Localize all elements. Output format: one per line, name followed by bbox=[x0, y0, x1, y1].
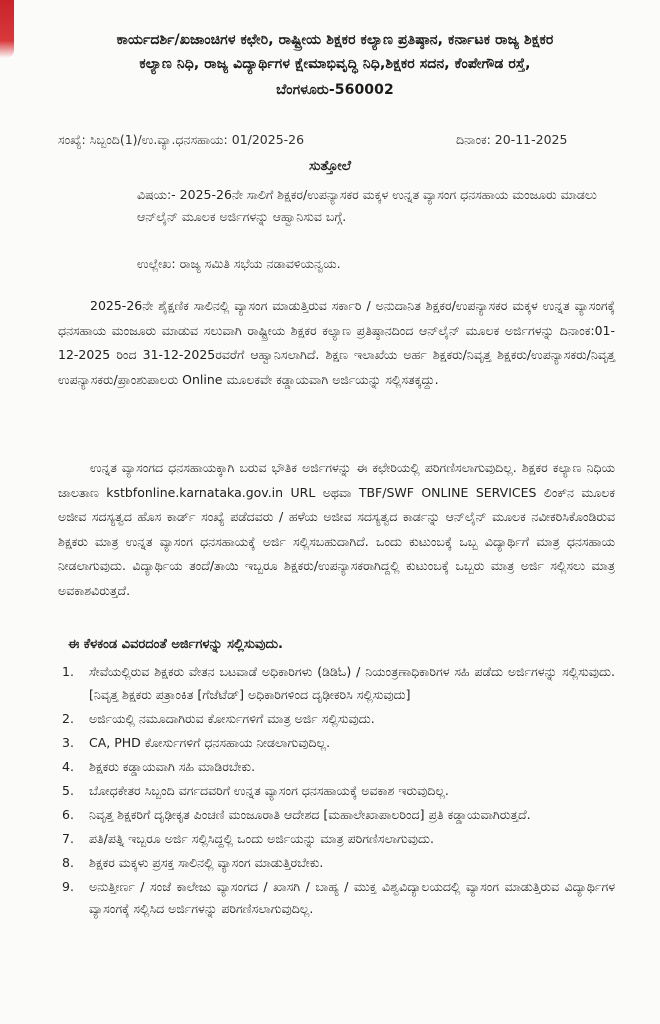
list-item bbox=[60, 756, 615, 779]
office-header-line-2: ಕಲ್ಯಾಣ ನಿಧಿ, ರಾಜ್ಯ ವಿದ್ಯಾರ್ಥಿಗಳ ಕ್ಷೇಮಾಭಿವೃದ್ಧಿ ನಿಧಿ,ಶಿಕ್ಷಕರ ಸದನ, ಕೆಂಪೇಗೌಡ ರಸ್ತೆ, bbox=[139, 56, 531, 72]
instructions-list bbox=[60, 661, 615, 922]
list-item bbox=[60, 828, 615, 851]
instructions-heading: ಈ ಕೆಳಕಂಡ ವಿವರದಂತೆ ಅರ್ಜಿಗಳನ್ನು ಸಲ್ಲಿಸುವುದು. bbox=[68, 637, 283, 652]
list-item bbox=[60, 852, 615, 875]
paragraph-eligibility: ಉನ್ನತ ವ್ಯಾಸಂಗದ ಧನಸಹಾಯಕ್ಕಾಗಿ ಬರುವ ಭೌತಿಕ ಅರ್ಜಿಗಳನ್ನು ಈ ಕಛೇರಿಯಲ್ಲಿ ಪರಿಗಣಿಸಲಾಗುವುದಿಲ್ಲ. ಶಿಕ್ಷಕರ ಕಲ್ಯಾಣ ನಿಧಿಯ ಜಾಲತಾಣ kstbfonline.karnataka.gov.in URL ಅಥವಾ TBF/SWF ONLINE SERVICES ಲಿಂಕ್‌ನ ಮೂಲಕ ಅಜೀವ ಸದಸ್ಯತ್ವದ ಹೊಸ ಕಾರ್ಡ್ ಸಂಖ್ಯೆ ಪಡೆದವರು / ಹಳೆಯ ಅಜೀವ ಸದಸ್ಯತ್ವದ ಕಾರ್ಡನ್ನು ಆನ್‌ಲೈನ್ ಮೂಲಕ ನವೀಕರಿಸಿಕೊಂಡಿರುವ ಶಿಕ್ಷಕರು ಮಾತ್ರ ಉನ್ನತ ವ್ಯಾಸಂಗ ಧನಸಹಾಯಕ್ಕೆ ಅರ್ಜಿ ಸಲ್ಲಿಸಬಹುದಾಗಿದೆ. ಒಂದು ಕುಟುಂಬಕ್ಕೆ ಒಬ್ಬ ವಿದ್ಯಾರ್ಥಿಗೆ ಮಾತ್ರ ಧನಸಹಾಯ ನೀಡಲಾಗುವುದು. ವಿದ್ಯಾರ್ಥಿಯ ತಂದೆ/ತಾಯಿ ಇಬ್ಬರೂ ಶಿಕ್ಷಕರು/ಉಪನ್ಯಾಸಕರಾಗಿದ್ದಲ್ಲಿ ಕುಟುಂಬಕ್ಕೆ ಒಬ್ಬರು ಮಾತ್ರ ಅರ್ಜಿ ಸಲ್ಲಿಸಲು ಮಾತ್ರ ಅವಕಾಶವಿರುತ್ತದೆ. bbox=[58, 460, 615, 598]
circular-title: ಸುತ್ತೋಲೆ bbox=[308, 158, 352, 174]
subject-label: ವಿಷಯ:- bbox=[137, 187, 176, 202]
list-item-number: 1. bbox=[62, 664, 74, 679]
list-item-text: ನಿವೃತ್ತ ಶಿಕ್ಷಕರಿಗೆ ದೃಢೀಕೃತ ಪಿಂಚಣಿ ಮಂಜೂರಾತಿ ಆದೇಶದ [ಮಹಾಲೇಖಾಪಾಲರಿಂದ] ಪ್ರತಿ ಕಡ್ಡಾಯವಾಗಿರುತ್ತದೆ. bbox=[89, 806, 531, 822]
list-item bbox=[60, 661, 615, 706]
paragraph-announcement: 2025-26ನೇ ಶೈಕ್ಷಣಿಕ ಸಾಲಿನಲ್ಲಿ ವ್ಯಾಸಂಗ ಮಾಡುತ್ತಿರುವ ಸರ್ಕಾರಿ / ಅನುದಾನಿತ ಶಿಕ್ಷಕರ/ಉಪನ್ಯಾಸಕರ ಮಕ್ಕಳ ಉನ್ನತ ವ್ಯಾಸಂಗಕ್ಕೆ ಧನಸಹಾಯ ಮಂಜೂರು ಮಾಡುವ ಸಲುವಾಗಿ ರಾಷ್ಟ್ರೀಯ ಶಿಕ್ಷಕರ ಕಲ್ಯಾಣ ಪ್ರತಿಷ್ಠಾನದಿಂದ ಆನ್‌ಲೈನ್ ಮೂಲಕ ಅರ್ಜಿಗಳನ್ನು ದಿನಾಂಕ:01-12-2025 ರಿಂದ 31-12-2025ರವರೆಗೆ ಆಹ್ವಾನಿಸಲಾಗಿದೆ. ಶಿಕ್ಷಣ ಇಲಾಖೆಯ ಅರ್ಹ ಶಿಕ್ಷಕರು/ನಿವೃತ್ತ ಶಿಕ್ಷಕರು/ಉಪನ್ಯಾಸಕರು/ನಿವೃತ್ತ ಉಪನ್ಯಾಸಕರು/ಪ್ರಾಂಶುಪಾಲರು Online ಮೂಲಕವೇ ಕಡ್ಡಾಯವಾಗಿ ಅರ್ಜಿಯನ್ನು ಸಲ್ಲಿಸತಕ್ಕದ್ದು. bbox=[58, 298, 615, 387]
office-header-line-1: ಕಾರ್ಯದರ್ಶಿ/ಖಜಾಂಚಿಗಳ ಕಛೇರಿ, ರಾಷ್ಟ್ರೀಯ ಶಿಕ್ಷಕರ ಕಲ್ಯಾಣ ಪ್ರತಿಷ್ಠಾನ, ಕರ್ನಾಟಕ ರಾಜ್ಯ ಶಿಕ್ಷಕರ bbox=[116, 32, 554, 48]
list-item-number: 7. bbox=[62, 830, 74, 846]
list-item bbox=[60, 876, 615, 921]
list-item-text: CA, PHD ಕೋರ್ಸುಗಳಿಗೆ ಧನಸಹಾಯ ನೀಡಲಾಗುವುದಿಲ್ಲ. bbox=[89, 734, 331, 750]
list-item-number: 4. bbox=[62, 758, 74, 774]
subject-block bbox=[137, 184, 607, 228]
subject-text: 2025-26ನೇ ಸಾಲಿಗೆ ಶಿಕ್ಷಕರ/ಉಪನ್ಯಾಸಕರ ಮಕ್ಕಳ ಉನ್ನತ ವ್ಯಾಸಂಗ ಧನಸಹಾಯ ಮಂಜೂರು ಮಾಡಲು ಆನ್‌ಲೈನ್ ಮೂಲಕ ಅರ್ಜಿಗಳನ್ನು ಆಹ್ವಾನಿಸುವ ಬಗ್ಗೆ. bbox=[137, 187, 597, 224]
list-item-text: ಶಿಕ್ಷಕರ ಮಕ್ಕಳು ಪ್ರಸಕ್ತ ಸಾಲಿನಲ್ಲಿ ವ್ಯಾಸಂಗ ಮಾಡುತ್ತಿರಬೇಕು. bbox=[89, 854, 324, 870]
page-edge-mark bbox=[0, 0, 14, 58]
list-item bbox=[60, 804, 615, 827]
list-item bbox=[60, 708, 615, 731]
list-item-text: ಪತಿ/ಪತ್ನಿ ಇಬ್ಬರೂ ಅರ್ಜಿ ಸಲ್ಲಿಸಿದ್ದಲ್ಲಿ ಒಂದು ಅರ್ಜಿಯನ್ನು ಮಾತ್ರ ಪರಿಗಣಿಸಲಾಗುವುದು. bbox=[89, 830, 434, 846]
reference-line bbox=[137, 256, 607, 272]
reference-line-text: ರಾಜ್ಯ ಸಮಿತಿ ಸಭೆಯ ನಡಾವಳಿಯನ್ವಯ. bbox=[179, 256, 341, 271]
list-item bbox=[60, 780, 615, 803]
list-item-text: ಬೋಧಕೇತರ ಸಿಬ್ಬಂದಿ ವರ್ಗದವರಿಗೆ ಉನ್ನತ ವ್ಯಾಸಂಗ ಧನಸಹಾಯಕ್ಕೆ ಅವಕಾಶ ಇರುವುದಿಲ್ಲ. bbox=[89, 782, 449, 798]
reference-number: ಸಂಖ್ಯೆ: ಸಿಬ್ಬಂದಿ(1)/ಉ.ವ್ಯಾ.ಧನಸಹಾಯ: 01/2025-26 bbox=[58, 132, 305, 147]
list-item-text: ಅರ್ಜಿಯಲ್ಲಿ ನಮೂದಾಗಿರುವ ಕೋರ್ಸುಗಳಿಗೆ ಮಾತ್ರ ಅರ್ಜಿ ಸಲ್ಲಿಸುವುದು. bbox=[89, 710, 375, 726]
list-item-number: 9. bbox=[62, 878, 74, 894]
list-item-number: 6. bbox=[62, 806, 74, 822]
reference-line-label: ಉಲ್ಲೇಖ: bbox=[137, 256, 176, 271]
list-item-number: 5. bbox=[62, 782, 74, 798]
list-item-text: ಶಿಕ್ಷಕರು ಕಡ್ಡಾಯವಾಗಿ ಸಹಿ ಮಾಡಿರಬೇಕು. bbox=[89, 758, 256, 774]
list-item bbox=[60, 732, 615, 755]
circular-date: ದಿನಾಂಕ: 20-11-2025 bbox=[456, 132, 568, 147]
list-item-number: 3. bbox=[62, 734, 74, 750]
office-header-address: ಬೆಂಗಳೂರು-560002 bbox=[276, 82, 394, 98]
list-item-text: ಅನುತ್ತೀರ್ಣ / ಸಂಜೆ ಕಾಲೇಜು ವ್ಯಾಸಂಗದ / ಖಾಸಗಿ / ಬಾಹ್ಯ / ಮುಕ್ತ ವಿಶ್ವವಿದ್ಯಾಲಯದಲ್ಲಿ ವ್ಯಾಸಂಗ ಮಾಡುತ್ತಿರುವ ವಿದ್ಯಾರ್ಥಿಗಳ ವ್ಯಾಸಂಗಕ್ಕೆ ಸಲ್ಲಿಸಿದ ಅರ್ಜಿಗಳನ್ನು ಪರಿಗಣಿಸಲಾಗುವುದಿಲ್ಲ. bbox=[89, 878, 615, 916]
list-item-number: 8. bbox=[62, 854, 74, 870]
list-item-number: 2. bbox=[62, 710, 74, 726]
list-item-text: ಸೇವೆಯಲ್ಲಿರುವ ಶಿಕ್ಷಕರು ವೇತನ ಬಟವಾಡೆ ಅಧಿಕಾರಿಗಳು (ಡಿಡಿಓ) / ನಿಯಂತ್ರಣಾಧಿಕಾರಿಗಳ ಸಹಿ ಪಡೆದು ಅರ್ಜಿಗಳನ್ನು ಸಲ್ಲಿಸುವುದು. [ನಿವೃತ್ತ ಶಿಕ್ಷಕರು ಪತ್ರಾಂಕಿತ [ಗೆಜೆಟೆಡ್] ಅಧಿಕಾರಿಗಳಿಂದ ದೃಢೀಕರಿಸಿ ಸಲ್ಲಿಸುವುದು] bbox=[89, 664, 615, 702]
